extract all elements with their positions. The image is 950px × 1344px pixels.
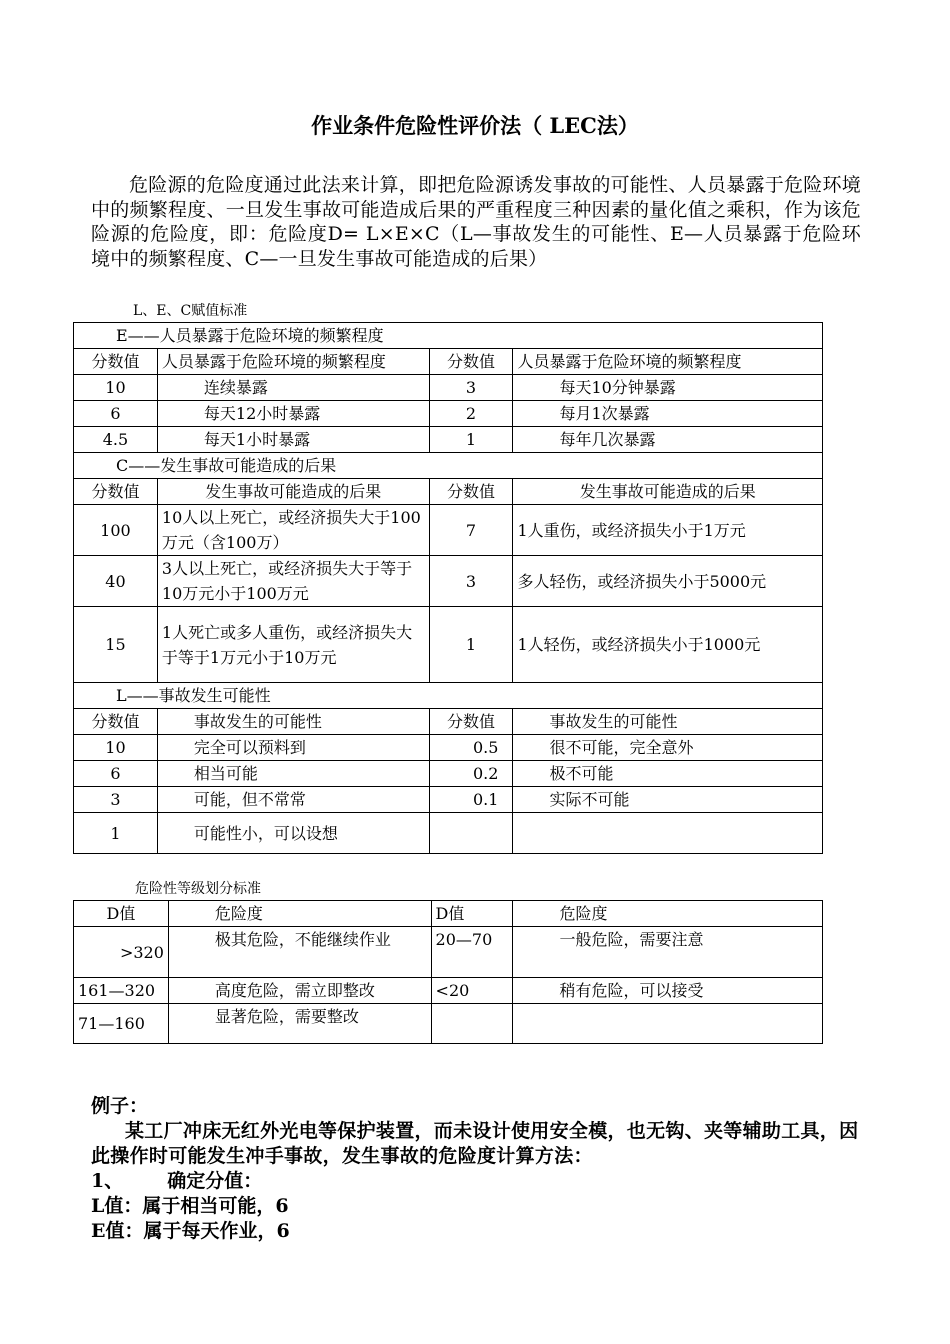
l-desc [513,813,823,854]
d-header-cell: 危险度 [513,901,823,927]
lec-table [73,322,823,854]
l-score: 1 [74,813,158,854]
table-row [74,427,823,453]
d-value: <20 [431,978,513,1004]
e-desc: 每天1小时暴露 [157,427,429,453]
table-row [74,735,823,761]
table-row [74,787,823,813]
l-desc: 实际不可能 [513,787,823,813]
c-score: 15 [74,607,158,683]
c-score: 3 [429,556,513,607]
d-level: 极其危险，不能继续作业 [168,927,431,978]
e-desc: 每天10分钟暴露 [513,375,823,401]
lec-caption: L、E、C赋值标准 [133,303,248,319]
e-desc: 连续暴露 [157,375,429,401]
c-desc: 1人死亡或多人重伤，或经济损失大于等于1万元小于10万元 [157,607,429,683]
l-value-line: L值：属于相当可能，6 [91,1195,289,1217]
c-score: 1 [429,607,513,683]
e-desc: 每年几次暴露 [513,427,823,453]
l-desc: 可能性小，可以设想 [157,813,429,854]
c-section-row [74,453,823,479]
l-score: 3 [74,787,158,813]
d-value [431,1004,513,1044]
e-desc: 每月1次暴露 [513,401,823,427]
e-score: 3 [429,375,513,401]
l-section-title: L——事故发生可能性 [74,683,823,709]
d-value: >320 [74,927,169,978]
c-header-cell: 分数值 [74,479,158,505]
d-level: 高度危险，需立即整改 [168,978,431,1004]
d-header-row [74,901,823,927]
table-row [74,607,823,683]
l-desc: 相当可能 [157,761,429,787]
e-score: 4.5 [74,427,158,453]
l-desc: 很不可能，完全意外 [513,735,823,761]
l-score [429,813,513,854]
example-section [91,1094,861,1244]
page-title: 作业条件危险性评价法（ LEC法） [311,113,639,138]
c-score: 7 [429,505,513,556]
d-value: 71—160 [74,1004,169,1044]
c-score: 100 [74,505,158,556]
table-row [74,375,823,401]
step-line [91,1169,861,1194]
c-header-cell: 发生事故可能造成的后果 [157,479,429,505]
example-paragraph: 某工厂冲床无红外光电等保护装置，而未设计使用安全模，也无钩、夹等辅助工具，因此操作时可能发生冲手事故，发生事故的危险度计算方法： [91,1120,859,1167]
l-section-row [74,683,823,709]
e-header-row [74,349,823,375]
e-score: 6 [74,401,158,427]
e-header-cell: 分数值 [74,349,158,375]
d-header-cell: D值 [431,901,513,927]
c-header-row [74,479,823,505]
c-header-cell: 分数值 [429,479,513,505]
l-score: 6 [74,761,158,787]
c-desc: 3人以上死亡，或经济损失大于等于10万元小于100万元 [157,556,429,607]
d-header-cell: D值 [74,901,169,927]
table-row [74,505,823,556]
intro-paragraph: 危险源的危险度通过此法来计算，即把危险源诱发事故的可能性、人员暴露于危险环境中的频繁程度、一旦发生事故可能造成后果的严重程度三种因素的量化值之乘积，作为该危险源的危险度，即：危险度D= L×E×C（L—事故发生的可能性、E—人员暴露于危险环境中的频繁程度、C—一旦发生事故可能造成的后果） [91,174,861,270]
table-row [74,813,823,854]
l-score: 0.5 [429,735,513,761]
l-header-cell: 事故发生的可能性 [157,709,429,735]
table-row [74,761,823,787]
c-desc: 多人轻伤，或经济损失小于5000元 [513,556,823,607]
l-desc: 极不可能 [513,761,823,787]
d-level: 稍有危险，可以接受 [513,978,823,1004]
d-level: 一般危险，需要注意 [513,927,823,978]
table-row [74,927,823,978]
d-caption: 危险性等级划分标准 [135,881,261,897]
c-desc: 1人轻伤，或经济损失小于1000元 [513,607,823,683]
step-number: 1、 [91,1170,124,1192]
d-level [513,1004,823,1044]
e-score: 2 [429,401,513,427]
d-level: 显著危险，需要整改 [168,1004,431,1044]
table-row [74,978,823,1004]
l-score: 0.2 [429,761,513,787]
d-value: 20—70 [431,927,513,978]
table-row [74,1004,823,1044]
step-label: 确定分值： [167,1170,263,1192]
e-desc: 每天12小时暴露 [157,401,429,427]
d-table [73,900,823,1044]
c-score: 40 [74,556,158,607]
l-header-cell: 分数值 [74,709,158,735]
e-value-line: E值：属于每天作业，6 [91,1220,290,1242]
d-header-cell: 危险度 [168,901,431,927]
e-header-cell: 人员暴露于危险环境的频繁程度 [157,349,429,375]
c-desc: 1人重伤，或经济损失小于1万元 [513,505,823,556]
c-desc: 10人以上死亡，或经济损失大于100万元（含100万） [157,505,429,556]
l-header-cell: 事故发生的可能性 [513,709,823,735]
l-header-cell: 分数值 [429,709,513,735]
d-value: 161—320 [74,978,169,1004]
l-desc: 完全可以预料到 [157,735,429,761]
e-score: 1 [429,427,513,453]
table-row [74,401,823,427]
l-desc: 可能，但不常常 [157,787,429,813]
e-score: 10 [74,375,158,401]
l-score: 0.1 [429,787,513,813]
e-header-cell: 人员暴露于危险环境的频繁程度 [513,349,823,375]
c-section-title: C——发生事故可能造成的后果 [74,453,823,479]
e-section-title: E——人员暴露于危险环境的频繁程度 [74,323,823,349]
e-section-row [74,323,823,349]
table-row [74,556,823,607]
l-score: 10 [74,735,158,761]
c-header-cell: 发生事故可能造成的后果 [513,479,823,505]
e-header-cell: 分数值 [429,349,513,375]
example-heading: 例子： [91,1095,149,1117]
l-header-row [74,709,823,735]
